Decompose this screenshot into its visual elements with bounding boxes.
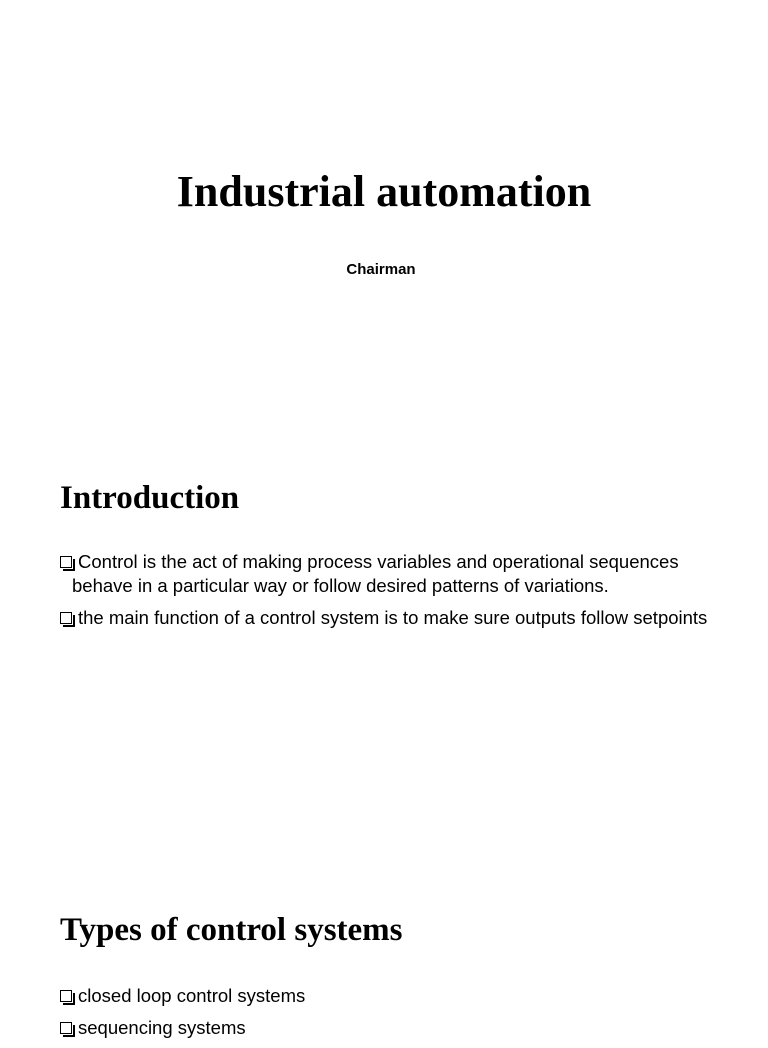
list-item: [60, 550, 728, 598]
list-item: [60, 984, 728, 1008]
introduction-bullet-list: [60, 550, 728, 638]
section-heading-types: Types of control systems: [60, 912, 403, 948]
bullet-text: Control is the act of making process variables and operational sequences behave in a particular way or follow desired patterns of variations.: [72, 551, 679, 596]
bullet-text: the main function of a control system is to make sure outputs follow setpoints: [78, 607, 708, 628]
bullet-text: sequencing systems: [78, 1017, 246, 1038]
slide-subtitle: Chairman: [346, 261, 416, 278]
checkbox-square-icon: [60, 990, 72, 1002]
checkbox-square-icon: [60, 612, 72, 624]
section-heading-introduction: Introduction: [60, 480, 240, 516]
bullet-text: closed loop control systems: [78, 985, 306, 1006]
list-item: [60, 1016, 728, 1040]
slide-title: Industrial automation: [176, 167, 592, 216]
list-item: [60, 606, 728, 630]
types-bullet-list: [60, 984, 728, 1048]
checkbox-square-icon: [60, 556, 72, 568]
